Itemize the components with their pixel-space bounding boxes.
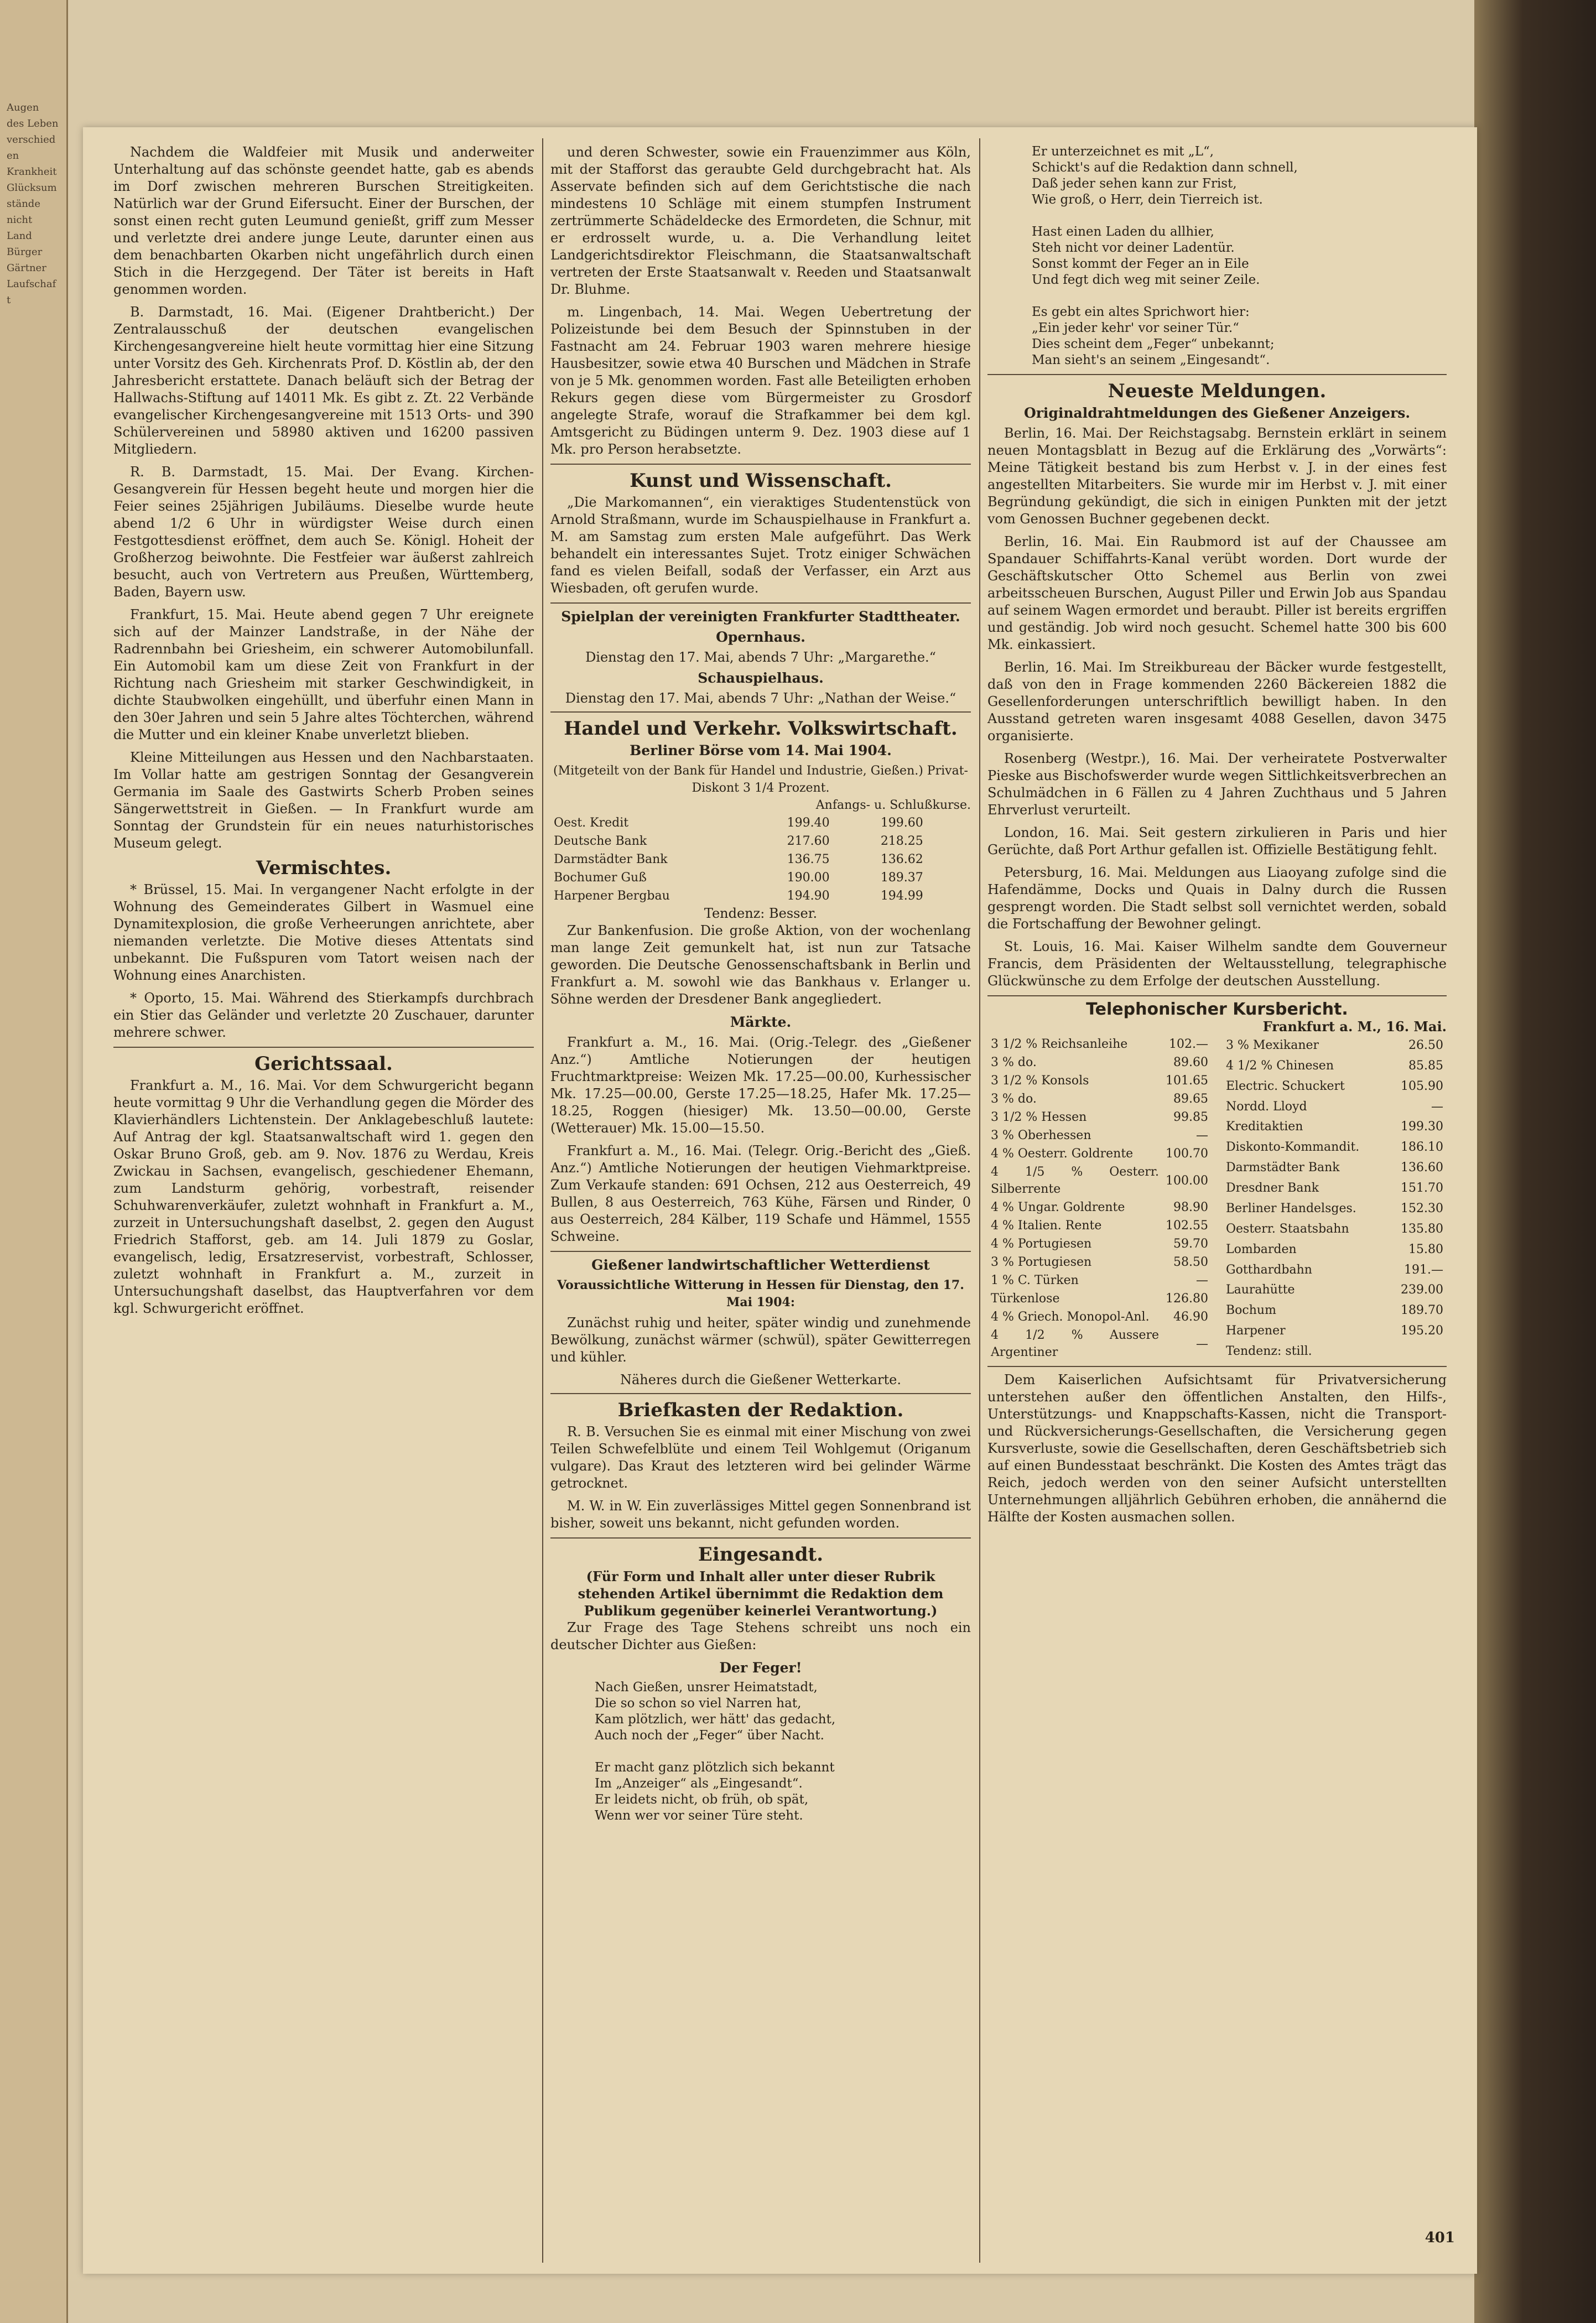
security-name: Laurahütte	[1226, 1283, 1295, 1297]
left-page-text-strip	[7, 100, 59, 2147]
security-name: 3 1/2 % Hessen	[991, 1110, 1087, 1124]
article-paragraph: Frankfurt a. M., 16. Mai. (Telegr. Orig.-Bericht des „Gieß. Anz.“) Amtliche Notierungen der heutigen Viehmarktpreise. Zum Verkaufe standen: 691 Ochsen, 212 aus Oesterreich, 49 Bullen, 8 aus Oesterreich, 763 Kühe, Färsen und Rinder, 0 aus Oesterreich, 284 Kälber, 119 Schafe und Hämmel, 1555 Schweine.	[550, 1143, 971, 1244]
security-price: —	[1196, 1274, 1208, 1287]
table-row	[987, 1271, 1212, 1290]
weather-text: Zunächst ruhig und heiter, später windig und zunehmende Bewölkung, zunächst wärmer (schwül), später Gewitterregen und kühler.	[550, 1315, 971, 1365]
article-paragraph: m. Lingenbach, 14. Mai. Wegen Uebertretung der Polizeistunde bei dem Besuch der Spinnstuben in der Fastnacht am 24. Februar 1903 waren mehrere hiesige Hausbesitzer, sowie etwa 40 Burschen und Mädchen in Strafe von je 5 Mk. genommen worden. Fast alle Beteiligten erhoben Rekurs gegen diese vom Bürgermeister zu Grosdorf angelegte Strafe, worauf die Strafkammer bei dem kgl. Amtsgericht zu Büdingen unterm 9. Dez. 1903 diese auf 1 Mk. pro Person herabsetzte.	[550, 304, 971, 457]
section-heading-eingesandt: Eingesandt.	[698, 1544, 824, 1566]
left-edge-word: nicht	[7, 214, 33, 226]
table-row	[987, 1035, 1212, 1053]
kursbericht-title: Telephonischer Kursbericht.	[1086, 1000, 1348, 1019]
weather-note: Näheres durch die Gießener Wetterkarte.	[620, 1372, 901, 1387]
security-price: 100.70	[1166, 1147, 1208, 1161]
article-paragraph: R. B. Versuchen Sie es einmal mit einer Mischung von zwei Teilen Schwefelblüte und einem Teil Wohlgemut (Origanum vulgare). Das Kraut des letzteren wird bei gelinder Wärme getrocknet.	[550, 1424, 971, 1491]
security-price: 186.10	[1401, 1140, 1443, 1155]
security-name: Darmstädter Bank	[1226, 1161, 1340, 1175]
security-price: —	[1196, 1129, 1208, 1142]
theater-opera-label: Opernhaus.	[716, 629, 805, 645]
security-price: 15.80	[1408, 1242, 1443, 1256]
table-row	[1223, 1117, 1447, 1137]
article-paragraph: London, 16. Mai. Seit gestern zirkulieren in Paris und hier Gerüchte, daß Port Arthur gefallen ist. Offizielle Bestätigung fehlt.	[987, 825, 1447, 858]
security-price: 195.20	[1401, 1324, 1443, 1338]
column-1	[113, 144, 534, 1323]
table-row: Oest. Kredit 199.40 199.60	[554, 816, 923, 830]
security-price: —	[1196, 1337, 1208, 1351]
security-price: 135.80	[1401, 1222, 1443, 1236]
table-row	[1223, 1096, 1447, 1117]
article-paragraph: Berlin, 16. Mai. Ein Raubmord ist auf der Chaussee am Spandauer Schiffahrts-Kanal verübt worden. Dort wurde der Geschäftskutscher Otto Schemel aus Berlin von zwei arbeitsscheuen Burschen, August Piller und Erwin Job aus Spandau auf seinem Wagen ermordet und beraubt. Piller ist bereits ergriffen und geständig. Job wird noch gesucht. Schemel hatte 300 bis 600 Mk. einkassiert.	[987, 534, 1447, 652]
security-price: 98.90	[1173, 1201, 1208, 1214]
table-row: Darmstädter Bank 136.75 136.62	[554, 853, 923, 866]
security-price: 199.30	[1401, 1120, 1443, 1134]
kursbericht-subtitle: Frankfurt a. M., 16. Mai.	[1262, 1018, 1447, 1035]
left-edge-word: des Leben	[7, 118, 59, 129]
security-name: 4 % Griech. Monopol-Anl.	[991, 1310, 1150, 1324]
table-row	[1223, 1137, 1447, 1157]
left-edge-word: Augen	[7, 102, 39, 113]
security-name: 3 % Mexikaner	[1226, 1038, 1319, 1052]
security-name: Dresdner Bank	[1226, 1181, 1319, 1196]
table-row	[1223, 1076, 1447, 1096]
security-price: 102.55	[1166, 1219, 1208, 1233]
page-number: 401	[1425, 2230, 1455, 2246]
table-row	[1223, 1198, 1447, 1219]
divider	[550, 602, 971, 604]
neueste-subtitle: Originaldrahtmeldungen des Gießener Anzeigers.	[1023, 405, 1411, 421]
table-row	[987, 1145, 1212, 1163]
divider	[550, 1537, 971, 1539]
article-paragraph: R. B. Darmstadt, 15. Mai. Der Evang. Kirchen-Gesangverein für Hessen begeht heute und morgen hier die Feier seines 25jährigen Jubiläums. Dieselbe wurde heute abend 1/2 6 Uhr in würdigster Weise durch einen Festgottesdienst eröffnet, dem auch Se. Königl. Hoheit der Großherzog beiwohnte. Die Festfeier war äußerst zahlreich besucht, auch von Vertretern aus Preußen, Württemberg, Baden, Bayern usw.	[113, 464, 534, 600]
security-name: Oesterr. Staatsbahn	[1226, 1222, 1349, 1236]
security-name: 3 1/2 % Reichsanleihe	[991, 1037, 1128, 1051]
table-row	[1223, 1239, 1447, 1260]
security-name: Diskonto-Kommandit.	[1226, 1140, 1360, 1155]
security-name: 3 % do.	[991, 1056, 1037, 1069]
security-price: 105.90	[1401, 1079, 1443, 1093]
security-price: 46.90	[1173, 1310, 1208, 1324]
section-heading-maerkte: Märkte.	[730, 1014, 792, 1030]
book-binding	[1474, 0, 1596, 2323]
divider	[550, 1251, 971, 1252]
security-name: Lombarden	[1226, 1242, 1297, 1256]
boerse-table	[550, 814, 971, 905]
kursbericht-right-table	[1223, 1035, 1447, 1361]
left-edge-word: verschieden	[7, 134, 56, 162]
security-name: 3 1/2 % Konsols	[991, 1074, 1089, 1088]
table-row	[1223, 1300, 1447, 1321]
article-paragraph: Frankfurt a. M., 16. Mai. Vor dem Schwurgericht begann heute vormittag 9 Uhr die Verhandlung gegen die Mörder des Klavierhändlers Lichtenstein. Der Anklagebeschluß lautete: Auf Antrag der kgl. Staatsanwaltschaft wird 1. gegen den Oskar Bruno Groß, geb. am 9. Nov. 1876 zu Werdau, Kreis Zwickau in Sachsen, evangelisch, geschiedener Ehemann, zum Landsturm gehörig, vorbestraft, reisender Schuhwarenverkäufer, zuletzt wohnhaft in Frankfurt a. M., zurzeit in Untersuchungshaft daselbst, 2. gegen den August Friedrich Stafforst, geb. am 14. Juli 1879 zu Goslar, evangelisch, ledig, Ersatzreservist, vorbestraft, Schlosser, zuletzt wohnhaft in Frankfurt a. M., zurzeit in Untersuchungshaft daselbst, das Hauptverfahren vor dem kgl. Schwurgericht eröffnet.	[113, 1078, 534, 1316]
weather-subtitle: Voraussichtliche Witterung in Hessen für Dienstag, den 17. Mai 1904:	[557, 1278, 964, 1309]
security-price: 126.80	[1166, 1292, 1208, 1306]
table-row: Harpener Bergbau 194.90 194.99	[554, 889, 923, 903]
divider	[550, 711, 971, 713]
security-price: 85.85	[1408, 1058, 1443, 1073]
table-row	[987, 1235, 1212, 1253]
security-price: 239.00	[1401, 1283, 1443, 1297]
divider	[113, 1047, 534, 1048]
security-price: 101.65	[1166, 1074, 1208, 1088]
table-row	[987, 1326, 1212, 1361]
left-edge-word: Gärtner	[7, 262, 46, 274]
table-row	[987, 1308, 1212, 1326]
security-name: Nordd. Lloyd	[1226, 1099, 1307, 1114]
poem-text: Nach Gießen, unsrer Heimatstadt, Die so schon so viel Narren hat, Kam plötzlich, wer hätt' das gedacht, Auch noch der „Feger“ über Nacht. Er macht ganz plötzlich sich bekannt Im „Anzeiger“ als „Eingesandt“. Er leidets nicht, ob früh, ob spät, Wenn wer vor seiner Türe steht.	[595, 1680, 836, 1823]
security-price: 26.50	[1408, 1038, 1443, 1052]
table-row	[987, 1053, 1212, 1072]
security-price: 151.70	[1401, 1181, 1443, 1196]
left-edge-word: Laufschaft	[7, 278, 56, 306]
security-price: 89.60	[1173, 1056, 1208, 1069]
table-row	[987, 1126, 1212, 1145]
poem-title: Der Feger!	[719, 1660, 802, 1676]
table-row	[1223, 1056, 1447, 1076]
article-paragraph: St. Louis, 16. Mai. Kaiser Wilhelm sandte dem Gouverneur Francis, dem Präsidenten der Weltausstellung, telegraphische Glückwünsche zu dem Erfolge der deutschen Ausstellung.	[987, 939, 1447, 989]
boerse-tendency: Tendenz: Besser.	[704, 906, 818, 921]
section-heading-briefkasten: Briefkasten der Redaktion.	[617, 1399, 904, 1421]
section-heading-gerichtssaal: Gerichtssaal.	[254, 1053, 393, 1075]
security-name: 4 1/2 % Aussere Argentiner	[991, 1328, 1160, 1359]
security-name: 4 % Ungar. Goldrente	[991, 1201, 1125, 1214]
divider	[987, 374, 1447, 375]
security-name: 1 % C. Türken	[991, 1274, 1079, 1287]
table-row	[1223, 1178, 1447, 1198]
article-paragraph: Frankfurt, 15. Mai. Heute abend gegen 7 Uhr ereignete sich auf der Mainzer Landstraße, in der Nähe der Radrennbahn bei Griesheim, ein schwerer Automobilunfall. Ein Automobil kam um diese Zeit von Frankfurt in der Richtung nach Griesheim mit starker Geschwindigkeit, in dichte Staubwolken eingehüllt, und überfuhr einen Mann in den 30er Jahren und sein 5 Jahre altes Töchterchen, während die Mutter und ein kleiner Knabe unverletzt blieben.	[113, 607, 534, 742]
kursbericht-left-table	[987, 1035, 1212, 1361]
security-price: 189.70	[1401, 1303, 1443, 1318]
security-name: Harpener	[1226, 1324, 1286, 1338]
security-name: 4 % Oesterr. Goldrente	[991, 1147, 1134, 1161]
security-name: Berliner Handelsges.	[1226, 1201, 1356, 1215]
security-name: 4 % Italien. Rente	[991, 1219, 1102, 1233]
left-edge-word: Glücksumstände	[7, 182, 57, 210]
table-row	[1223, 1035, 1447, 1056]
article-paragraph: Zur Bankenfusion. Die große Aktion, von der wochenlang man lange Zeit gemunkelt hat, ist nun zur Tatsache geworden. Die Deutsche Genossenschaftsbank in Berlin und Frankfurt a. M. sowohl wie das Bankhaus v. Erlanger u. Söhne werden der Dresdener Bank angegliedert.	[550, 923, 971, 1007]
boerse-subtitle: (Mitgeteilt von der Bank für Handel und Industrie, Gießen.) Privat-Diskont 3 1/4 Prozent.	[553, 764, 968, 795]
left-page-edge	[0, 0, 68, 2323]
table-row	[1223, 1341, 1447, 1361]
table-row	[987, 1108, 1212, 1126]
article-paragraph: „Die Markomannen“, ein vieraktiges Studentenstück von Arnold Straßmann, wurde im Schauspielhause in Frankfurt a. M. am Samstag zum ersten Male aufgeführt. Das Werk behandelt ein interessantes Sujet. Trotz einiger Schwächen fand es vielen Beifall, sodaß der Verfasser, ein Arzt aus Wiesbaden, oft gerufen wurde.	[550, 495, 971, 596]
boerse-title: Berliner Börse vom 14. Mai 1904.	[630, 742, 892, 758]
table-row	[987, 1290, 1212, 1308]
security-price: 152.30	[1401, 1201, 1443, 1215]
article-paragraph: B. Darmstadt, 16. Mai. (Eigener Drahtbericht.) Der Zentralausschuß der deutschen evangelischen Kirchengesangvereine hielt heute vormittag hier eine Sitzung unter Vorsitz des Geh. Kirchenrats Prof. D. Köstlin ab, der den Jahresbericht erstattete. Danach beläuft sich der Betrag der Hallwachs-Stiftung auf 14011 Mk. Es gibt z. Zt. 22 Verbände evangelischer Kirchengesangvereine mit 1513 Orts- und 390 Schülervereinen und 58980 aktiven und 16200 passiven Mitgliedern.	[113, 304, 534, 457]
divider	[987, 1366, 1447, 1367]
section-heading-vermischtes: Vermischtes.	[256, 857, 392, 879]
security-price: 136.60	[1401, 1161, 1443, 1175]
security-price: —	[1431, 1099, 1443, 1114]
theater-line: Dienstag den 17. Mai, abends 7 Uhr: „Nathan der Weise.“	[565, 690, 956, 706]
security-price: 99.85	[1173, 1110, 1208, 1124]
table-row	[987, 1090, 1212, 1108]
section-heading-neueste: Neueste Meldungen.	[1108, 380, 1327, 402]
article-paragraph: Dem Kaiserlichen Aufsichtsamt für Privatversicherung unterstehen außer den öffentlichen Anstalten, den Hilfs-, Unterstützungs- und Knappschafts-Kassen, nicht die Transport- und Rückversicherungs-Gesellschaften, die Versicherung gegen Kursverluste, sowie die Gesellschaften, deren Geschäftsbetrieb sich auf einen Bundesstaat beschränkt. Die Kosten des Amtes trägt das Reich, jedoch werden von den seiner Aufsicht unterstellten Unternehmungen alljährlich Gebühren erhoben, die annähernd die Hälfte der Kosten ausmachen sollen.	[987, 1372, 1447, 1525]
security-name: 4 1/5 % Oesterr. Silberrente	[991, 1165, 1160, 1196]
security-price: 89.65	[1173, 1092, 1208, 1106]
column-3	[987, 144, 1447, 1531]
disclaimer-note: (Für Form und Inhalt aller unter dieser Rubrik stehenden Artikel übernimmt die Redaktion dem Publikum gegenüber keinerlei Verantwortung.)	[578, 1568, 944, 1619]
security-name: 3 % do.	[991, 1092, 1037, 1106]
security-price: 191.—	[1404, 1262, 1443, 1277]
table-row	[987, 1163, 1212, 1198]
security-name: 3 % Portugiesen	[991, 1255, 1092, 1269]
divider	[550, 464, 971, 465]
article-paragraph: Nachdem die Waldfeier mit Musik und anderweiter Unterhaltung auf das schönste geendet hatte, gab es abends im Dorf zwischen mehreren Burschen Streitigkeiten. Natürlich war der Grund Eifersucht. Einer der Burschen, der sonst einen recht guten Leumund genießt, griff zum Messer und verletzte drei andere junge Leute, darunter einen aus dem benachbarten Okarben nicht ungefährlich durch einen Stich in die Herzgegend. Der Täter ist bereits in Haft genommen worden.	[113, 144, 534, 297]
article-paragraph: Rosenberg (Westpr.), 16. Mai. Der verheiratete Postverwalter Pieske aus Bischofswerder wurde wegen Sittlichkeitsverbrechen an Schulmädchen in 6 Fällen zu 4 Jahren Zuchthaus und 5 Jahren Ehrverlust verurteilt.	[987, 751, 1447, 818]
section-heading-handel: Handel und Verkehr. Volkswirtschaft.	[564, 718, 958, 740]
theater-line: Dienstag den 17. Mai, abends 7 Uhr: „Margarethe.“	[585, 649, 936, 665]
divider	[550, 1393, 971, 1394]
security-price: 102.—	[1169, 1037, 1208, 1051]
article-paragraph: Berlin, 16. Mai. Im Streikbureau der Bäcker wurde festgestellt, daß von den in Frage kommenden 2260 Bäckereien 1882 die Gesellenforderungen unterschriftlich bewilligt haben. In den Ausstand getreten waren insgesamt 4088 Gesellen, davon 3475 organisierte.	[987, 659, 1447, 744]
weather-title: Gießener landwirtschaftlicher Wetterdienst	[591, 1257, 930, 1273]
article-paragraph: Frankfurt a. M., 16. Mai. (Orig.-Telegr. des „Gießener Anz.“) Amtliche Notierungen der heutigen Fruchtmarktpreise: Weizen Mk. 17.25—00.00, Kurhessischer Mk. 17.25—00.00, Gerste 17.25—18.25, Hafer Mk. 17.25—18.25, Roggen (hiesiger) Mk. 13.50—00.00, Gerste (Wetterauer) Mk. 15.00—15.50.	[550, 1035, 971, 1136]
article-paragraph: M. W. in W. Ein zuverlässiges Mittel gegen Sonnenbrand ist bisher, soweit uns bekannt, nicht gefunden worden.	[550, 1498, 971, 1531]
security-price	[1389, 1341, 1447, 1361]
article-paragraph: * Brüssel, 15. Mai. In vergangener Nacht erfolgte in der Wohnung des Gemeinderates Gilbert in Wasmuel eine Dynamitexplosion, die große Verheerungen anrichtete, aber niemanden verletzte. Die Motive dieses Attentats sind unbekannt. Die Fußspuren vom Tatort weisen nach der Wohnung eines Anarchisten.	[113, 882, 534, 983]
left-edge-word: Bürger	[7, 246, 43, 258]
security-name: Kreditaktien	[1226, 1120, 1303, 1134]
divider	[987, 995, 1447, 996]
security-price: 100.00	[1166, 1173, 1208, 1188]
security-name: 3 % Oberhessen	[991, 1129, 1091, 1142]
table-row	[1223, 1260, 1447, 1280]
section-heading-kunst: Kunst und Wissenschaft.	[630, 470, 892, 492]
table-row: Deutsche Bank 217.60 218.25	[554, 834, 923, 848]
article-paragraph: Kleine Mitteilungen aus Hessen und den Nachbarstaaten. Im Vollar hatte am gestrigen Sonntag der Gesangverein Germania im Saale des Gastwirts Scherb Proben seines Sängerwettstreit in Gießen. — In Frankfurt wurde am Sonntag der Grundstein für ein neues naturhistorisches Museum gelegt.	[113, 750, 534, 851]
table-row	[987, 1217, 1212, 1235]
kursbericht-tables	[987, 1035, 1447, 1361]
article-paragraph: Zur Frage des Tage Stehens schreibt uns noch ein deutscher Dichter aus Gießen:	[550, 1620, 971, 1652]
article-paragraph: * Oporto, 15. Mai. Während des Stierkampfs durchbrach ein Stier das Geländer und verletzte 20 Zuschauer, darunter mehrere schwer.	[113, 990, 534, 1040]
column-rule	[979, 138, 980, 2263]
article-paragraph: Petersburg, 16. Mai. Meldungen aus Liaoyang zufolge sind die Hafendämme, Docks und Quais in Dalny durch die Russen gesprengt worden. Die Stadt selbst soll vernichtet werden, sobald die Fortschaffung der Bewohner gelingt.	[987, 865, 1447, 932]
security-name: Bochum	[1226, 1303, 1276, 1318]
security-name: Tendenz: still.	[1226, 1344, 1312, 1359]
table-row: Bochumer Guß 190.00 189.37	[554, 871, 923, 885]
left-edge-word: Land	[7, 230, 32, 242]
security-price: 59.70	[1173, 1237, 1208, 1251]
table-row	[1223, 1157, 1447, 1178]
theater-schauspiel-label: Schauspielhaus.	[698, 670, 824, 686]
security-name: Electric. Schuckert	[1226, 1079, 1345, 1093]
article-paragraph: und deren Schwester, sowie ein Frauenzimmer aus Köln, mit der Stafforst das geraubte Geld durchgebracht hat. Als Asservate befinden sich auf dem Gerichtstische die nach mindestens 10 Schläge mit einem stumpfen Instrument zertrümmerte Schädeldecke des Ermordeten, die Schnur, mit er erdrosselt wurde, u. a. Die Verhandlung leitet Landgerichtsdirektor Fleischmann, die Staatsanwaltschaft vertreten der Erste Staatsanwalt v. Reeden und Staatsanwalt Dr. Bluhme.	[550, 144, 971, 297]
security-name: 4 % Portugiesen	[991, 1237, 1092, 1251]
table-row	[987, 1072, 1212, 1090]
security-name: Gotthardbahn	[1226, 1262, 1312, 1277]
table-row	[1223, 1321, 1447, 1341]
theater-title: Spielplan der vereinigten Frankfurter Stadttheater.	[561, 609, 960, 625]
table-row	[1223, 1280, 1447, 1301]
column-rule	[542, 138, 543, 2263]
article-paragraph: Berlin, 16. Mai. Der Reichstagsabg. Bernstein erklärt in seinem neuen Montagsblatt in Bezug auf die Erklärung des „Vorwärts“: Meine Tätigkeit bestand bis zum Herbst v. J. in der eines fest angestellten Mitarbeiters. Sie wurde mir im Herbst v. J. mit einer Begründung gekündigt, die sich in einigen Punkten mit der jetzt vom Genossen Buchner gegebenen deckt.	[987, 425, 1447, 527]
poem-text-continued: Er unterzeichnet es mit „L“, Schickt's auf die Redaktion dann schnell, Daß jeder sehen kann zur Frist, Wie groß, o Herr, dein Tierreich ist. Hast einen Laden du allhier, Steh nicht vor deiner Ladentür. Sonst kommt der Feger an in Eile Und fegt dich weg mit seiner Zeile. Es gebt ein altes Sprichwort hier: „Ein jeder kehr' vor seiner Tür.“ Dies scheint dem „Feger“ unbekannt; Man sieht's an seinem „Eingesandt“.	[1032, 144, 1298, 367]
left-edge-word: Krankheit	[7, 166, 57, 178]
security-price: 58.50	[1173, 1255, 1208, 1269]
table-row	[987, 1253, 1212, 1271]
boerse-column-head: Anfangs- u. Schlußkurse.	[815, 798, 971, 812]
column-2	[550, 144, 971, 1830]
table-row	[1223, 1219, 1447, 1239]
security-name: 4 1/2 % Chinesen	[1226, 1058, 1334, 1073]
newspaper-page	[83, 127, 1477, 2274]
table-row	[987, 1198, 1212, 1217]
security-name: Türkenlose	[991, 1292, 1060, 1306]
